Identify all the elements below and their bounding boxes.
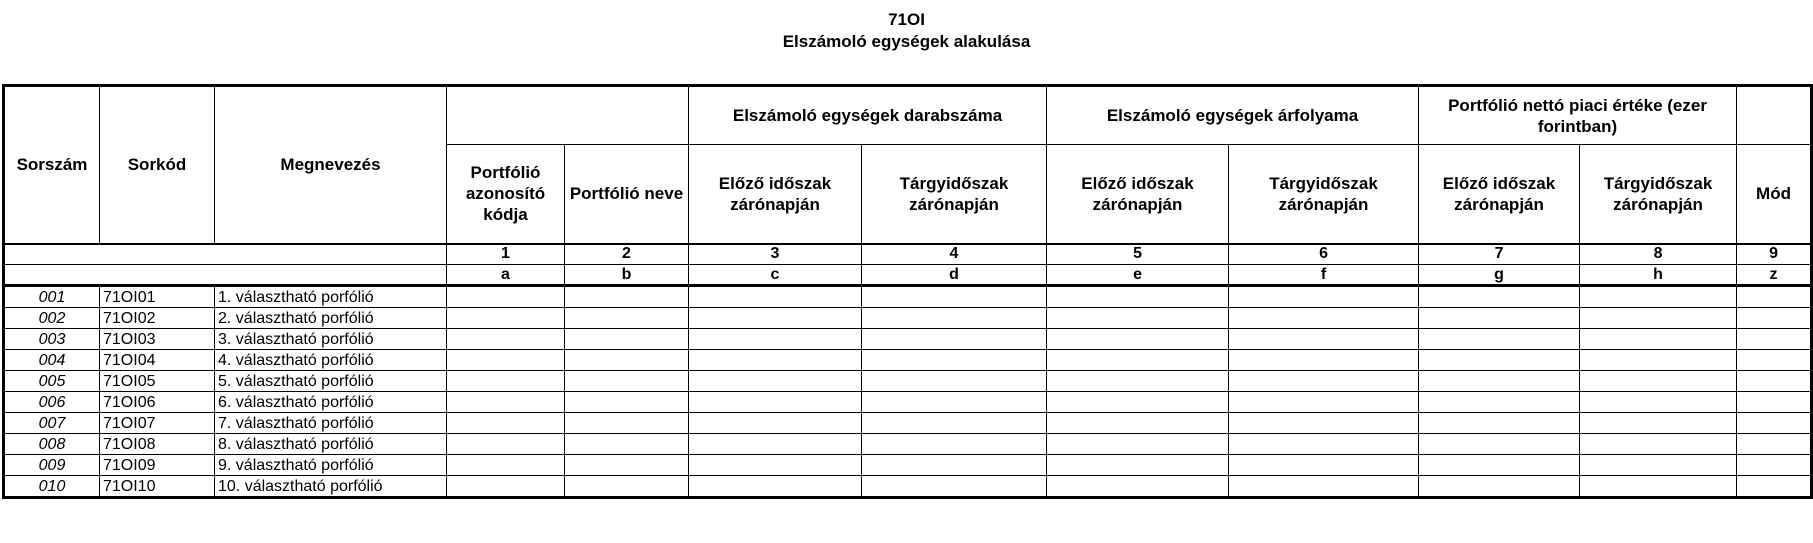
header-group-arfolyam: Elszámoló egységek árfolyama — [1047, 86, 1419, 145]
row-sorszam: 010 — [4, 476, 100, 498]
data-entry-cell[interactable] — [565, 413, 689, 434]
data-entry-cell[interactable] — [565, 371, 689, 392]
row-sorszam: 001 — [4, 286, 100, 308]
data-entry-cell[interactable] — [565, 476, 689, 498]
row-sorszam: 005 — [4, 371, 100, 392]
data-entry-cell[interactable] — [1737, 329, 1812, 350]
data-entry-cell[interactable] — [447, 350, 565, 371]
row-megnevezes: 2. választható porfólió — [215, 308, 447, 329]
data-entry-cell[interactable] — [1229, 371, 1419, 392]
data-entry-cell[interactable] — [1229, 434, 1419, 455]
data-entry-cell[interactable] — [1047, 476, 1229, 498]
column-number: 8 — [1580, 244, 1737, 265]
data-entry-cell[interactable] — [1047, 413, 1229, 434]
column-letter: a — [447, 265, 565, 286]
data-entry-cell[interactable] — [862, 286, 1047, 308]
column-number: 7 — [1419, 244, 1580, 265]
table-row — [4, 329, 1812, 350]
header-col-neve: Portfólió neve — [565, 145, 689, 244]
header-letter-blank — [4, 265, 447, 286]
column-letter: c — [689, 265, 862, 286]
data-entry-cell[interactable] — [1419, 455, 1580, 476]
header-col-netto-targy: Tárgyidőszak zárónapján — [1580, 145, 1737, 244]
header-sorkod: Sorkód — [100, 86, 215, 244]
data-entry-cell[interactable] — [1580, 434, 1737, 455]
table-row — [4, 392, 1812, 413]
row-sorszam: 006 — [4, 392, 100, 413]
row-sorszam: 008 — [4, 434, 100, 455]
data-entry-cell[interactable] — [1580, 371, 1737, 392]
table-row — [4, 434, 1812, 455]
data-entry-cell[interactable] — [447, 371, 565, 392]
data-entry-cell[interactable] — [689, 434, 862, 455]
row-sorkod: 71OI04 — [100, 350, 215, 371]
column-number: 3 — [689, 244, 862, 265]
data-entry-cell[interactable] — [1737, 413, 1812, 434]
row-sorkod: 71OI01 — [100, 286, 215, 308]
row-sorkod: 71OI05 — [100, 371, 215, 392]
row-megnevezes: 7. választható porfólió — [215, 413, 447, 434]
report-table — [2, 84, 1813, 499]
data-entry-cell[interactable] — [1229, 329, 1419, 350]
row-megnevezes: 6. választható porfólió — [215, 392, 447, 413]
table-row — [4, 371, 1812, 392]
row-sorkod: 71OI08 — [100, 434, 215, 455]
data-entry-cell[interactable] — [862, 308, 1047, 329]
table-row — [4, 413, 1812, 434]
data-entry-cell[interactable] — [862, 392, 1047, 413]
row-sorkod: 71OI07 — [100, 413, 215, 434]
data-entry-cell[interactable] — [1580, 329, 1737, 350]
row-sorkod: 71OI06 — [100, 392, 215, 413]
data-entry-cell[interactable] — [1229, 413, 1419, 434]
data-entry-cell[interactable] — [1047, 329, 1229, 350]
column-number: 1 — [447, 244, 565, 265]
data-entry-cell[interactable] — [1047, 350, 1229, 371]
data-entry-cell[interactable] — [447, 476, 565, 498]
data-entry-cell[interactable] — [1580, 350, 1737, 371]
data-entry-cell[interactable] — [565, 286, 689, 308]
header-sorszam: Sorszám — [4, 86, 100, 244]
data-entry-cell[interactable] — [1419, 413, 1580, 434]
data-entry-cell[interactable] — [1580, 476, 1737, 498]
data-entry-cell[interactable] — [1419, 329, 1580, 350]
row-sorszam: 004 — [4, 350, 100, 371]
data-entry-cell[interactable] — [689, 286, 862, 308]
data-entry-cell[interactable] — [1229, 476, 1419, 498]
data-entry-cell[interactable] — [447, 286, 565, 308]
data-entry-cell[interactable] — [1737, 286, 1812, 308]
data-entry-cell[interactable] — [689, 476, 862, 498]
column-letter: f — [1229, 265, 1419, 286]
data-entry-cell[interactable] — [1047, 434, 1229, 455]
row-sorszam: 003 — [4, 329, 100, 350]
data-entry-cell[interactable] — [565, 329, 689, 350]
data-entry-cell[interactable] — [1047, 392, 1229, 413]
header-col-netto-elozo: Előző időszak zárónapján — [1419, 145, 1580, 244]
data-entry-cell[interactable] — [1580, 413, 1737, 434]
data-entry-cell[interactable] — [1419, 308, 1580, 329]
data-entry-cell[interactable] — [1737, 350, 1812, 371]
row-sorkod: 71OI09 — [100, 455, 215, 476]
row-megnevezes: 3. választható porfólió — [215, 329, 447, 350]
column-number: 4 — [862, 244, 1047, 265]
data-entry-cell[interactable] — [1737, 371, 1812, 392]
data-entry-cell[interactable] — [1580, 392, 1737, 413]
data-entry-cell[interactable] — [1737, 455, 1812, 476]
data-entry-cell[interactable] — [565, 455, 689, 476]
data-entry-cell[interactable] — [1229, 455, 1419, 476]
table-row — [4, 308, 1812, 329]
header-col-azonosito: Portfólió azonosító kódja — [447, 145, 565, 244]
data-entry-cell[interactable] — [862, 329, 1047, 350]
table-row — [4, 476, 1812, 498]
data-entry-cell[interactable] — [862, 476, 1047, 498]
data-entry-cell[interactable] — [1737, 392, 1812, 413]
row-megnevezes: 5. választható porfólió — [215, 371, 447, 392]
data-entry-cell[interactable] — [689, 308, 862, 329]
header-mod: Mód — [1737, 145, 1812, 244]
data-entry-cell[interactable] — [862, 455, 1047, 476]
data-entry-cell[interactable] — [1419, 286, 1580, 308]
row-sorszam: 007 — [4, 413, 100, 434]
data-entry-cell[interactable] — [565, 392, 689, 413]
header-col-darab-elozo: Előző időszak zárónapján — [689, 145, 862, 244]
column-letter: h — [1580, 265, 1737, 286]
data-entry-cell[interactable] — [447, 308, 565, 329]
column-letter: d — [862, 265, 1047, 286]
header-number-blank — [4, 244, 447, 265]
data-entry-cell[interactable] — [689, 392, 862, 413]
data-entry-cell[interactable] — [1580, 455, 1737, 476]
column-number: 9 — [1737, 244, 1812, 265]
data-entry-cell[interactable] — [689, 371, 862, 392]
row-megnevezes: 10. választható porfólió — [215, 476, 447, 498]
column-letter: z — [1737, 265, 1812, 286]
row-megnevezes: 1. választható porfólió — [215, 286, 447, 308]
data-entry-cell[interactable] — [1419, 371, 1580, 392]
data-entry-cell[interactable] — [1580, 308, 1737, 329]
row-sorkod: 71OI03 — [100, 329, 215, 350]
data-entry-cell[interactable] — [447, 455, 565, 476]
column-number: 2 — [565, 244, 689, 265]
data-entry-cell[interactable] — [1047, 286, 1229, 308]
column-letter: g — [1419, 265, 1580, 286]
data-entry-cell[interactable] — [565, 434, 689, 455]
row-megnevezes: 8. választható porfólió — [215, 434, 447, 455]
data-entry-cell[interactable] — [862, 350, 1047, 371]
data-entry-cell[interactable] — [1047, 308, 1229, 329]
data-entry-cell[interactable] — [447, 329, 565, 350]
data-entry-cell[interactable] — [1737, 308, 1812, 329]
report-subtitle: Elszámoló egységek alakulása — [782, 32, 1031, 51]
column-letter: b — [565, 265, 689, 286]
data-entry-cell[interactable] — [1737, 434, 1812, 455]
data-entry-cell[interactable] — [1419, 392, 1580, 413]
data-entry-cell[interactable] — [447, 392, 565, 413]
data-entry-cell[interactable] — [1047, 371, 1229, 392]
row-sorkod: 71OI10 — [100, 476, 215, 498]
data-entry-cell[interactable] — [1419, 350, 1580, 371]
header-col-darab-targy: Tárgyidőszak zárónapján — [862, 145, 1047, 244]
header-group-blank — [447, 86, 689, 145]
column-number: 5 — [1047, 244, 1229, 265]
row-sorszam: 009 — [4, 455, 100, 476]
data-entry-cell[interactable] — [689, 455, 862, 476]
data-entry-cell[interactable] — [447, 413, 565, 434]
data-entry-cell[interactable] — [862, 371, 1047, 392]
header-group-netto: Portfólió nettó piaci értéke (ezer forintban) — [1419, 86, 1737, 145]
data-entry-cell[interactable] — [1047, 455, 1229, 476]
data-entry-cell[interactable] — [1419, 476, 1580, 498]
report-code-title: 71OI — [888, 10, 925, 29]
header-group-darabszam: Elszámoló egységek darabszáma — [689, 86, 1047, 145]
data-entry-cell[interactable] — [1229, 308, 1419, 329]
table-row — [4, 350, 1812, 371]
header-col-arfolyam-targy: Tárgyidőszak zárónapján — [1229, 145, 1419, 244]
data-entry-cell[interactable] — [447, 434, 565, 455]
data-entry-cell[interactable] — [565, 350, 689, 371]
header-col-arfolyam-elozo: Előző időszak zárónapján — [1047, 145, 1229, 244]
data-entry-cell[interactable] — [1229, 392, 1419, 413]
header-mod-blank — [1737, 86, 1812, 145]
data-entry-cell[interactable] — [1419, 434, 1580, 455]
data-entry-cell[interactable] — [565, 308, 689, 329]
header-megnevezes: Megnevezés — [215, 86, 447, 244]
row-sorszam: 002 — [4, 308, 100, 329]
column-letter: e — [1047, 265, 1229, 286]
data-entry-cell[interactable] — [1229, 350, 1419, 371]
row-megnevezes: 4. választható porfólió — [215, 350, 447, 371]
data-entry-cell[interactable] — [862, 413, 1047, 434]
row-megnevezes: 9. választható porfólió — [215, 455, 447, 476]
data-entry-cell[interactable] — [862, 434, 1047, 455]
data-entry-cell[interactable] — [689, 413, 862, 434]
data-entry-cell[interactable] — [689, 350, 862, 371]
data-entry-cell[interactable] — [689, 329, 862, 350]
table-row — [4, 286, 1812, 308]
data-entry-cell[interactable] — [1580, 286, 1737, 308]
column-number: 6 — [1229, 244, 1419, 265]
data-entry-cell[interactable] — [1737, 476, 1812, 498]
data-entry-cell[interactable] — [1229, 286, 1419, 308]
table-row — [4, 455, 1812, 476]
row-sorkod: 71OI02 — [100, 308, 215, 329]
